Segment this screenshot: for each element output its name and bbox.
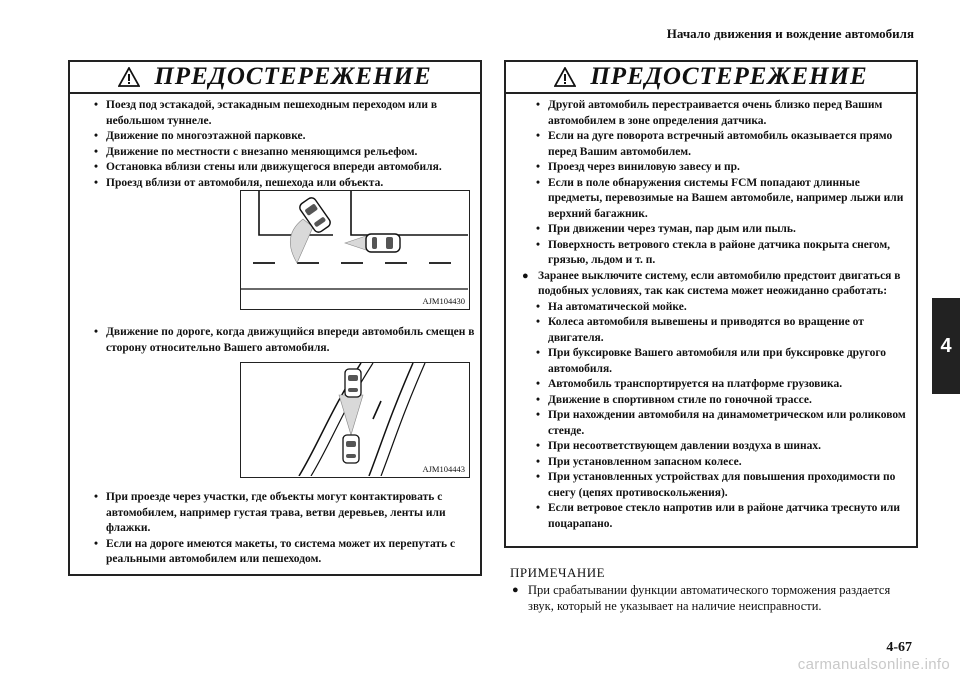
note-section — [510, 565, 910, 614]
list-item: • Если в поле обнаружения системы FCM попадают длинные предметы, перевозимые на Вашем автомобиле, например лыжи или верхний багажник. — [534, 176, 914, 223]
list-item: • При несоответствующем давлении воздуха в шинах. — [534, 439, 914, 455]
chapter-tab: 4 — [932, 298, 960, 394]
warning-header-left — [70, 62, 480, 94]
figure-offset-vehicle-illustration — [240, 362, 470, 478]
offset-vehicle-illustration — [241, 363, 468, 476]
list-item: • При установленном запасном колесе. — [534, 455, 914, 471]
list-item: • На автоматической мойке. — [534, 300, 914, 316]
list-item: • Колеса автомобиля вывешены и приводятся во вращение от двигателя. — [534, 315, 914, 346]
list-item: • Поверхность ветрового стекла в районе датчика покрыта снегом, грязью, льдом и т. п. — [534, 238, 914, 269]
warning-header-right — [506, 62, 916, 94]
page-header: Начало движения и вождение автомобиля — [666, 26, 914, 41]
warning-left-list-2 — [92, 325, 478, 356]
warning-box-left — [68, 60, 482, 576]
disable-system-notice: ● Заранее выключите систему, если автомобилю предстоит двигаться в подобных условиях, так как система может неожиданно сработать: — [524, 269, 914, 300]
list-item: • При буксировке Вашего автомобиля или при буксировке другого автомобиля. — [534, 346, 914, 377]
figure-parking-illustration — [240, 190, 470, 310]
warning-title-right: ПРЕДОСТЕРЕЖЕНИЕ — [590, 63, 868, 90]
list-item: • Автомобиль транспортируется на платформе грузовика. — [534, 377, 914, 393]
warning-triangle-icon — [118, 67, 140, 87]
page-number: 4-67 — [886, 640, 912, 655]
list-item: • Другой автомобиль перестраивается очень близко перед Вашим автомобилем в зоне определения датчика. — [534, 98, 914, 129]
note-title: ПРИМЕЧАНИЕ — [510, 565, 606, 580]
warning-triangle-icon — [554, 67, 576, 87]
list-item: • Движение по многоэтажной парковке. — [92, 129, 478, 145]
warning-right-list-1 — [534, 98, 914, 269]
list-item: • Движение в спортивном стиле по гоночной трассе. — [534, 393, 914, 409]
parking-scene-illustration — [241, 191, 468, 308]
list-item: • Если на дороге имеются макеты, то система может их перепутать с реальными автомобилем или пешеходом. — [92, 537, 478, 568]
list-item: • Поезд под эстакадой, эстакадным пешеходным переходом или в небольшом туннеле. — [92, 98, 478, 129]
warning-right-content — [524, 98, 914, 532]
list-item: • Движение по дороге, когда движущийся впереди автомобиль смещен в сторону относительно Вашего автомобиля. — [92, 325, 478, 356]
warning-box-right — [504, 60, 918, 548]
watermark: carmanualsonline.info — [797, 656, 950, 673]
list-item: • Движение по местности с внезапно меняющимся рельефом. — [92, 145, 478, 161]
list-item: • Проезд через виниловую завесу и пр. — [534, 160, 914, 176]
warning-left-list-1 — [92, 98, 478, 191]
list-item: • Остановка вблизи стены или движущегося впереди автомобиля. — [92, 160, 478, 176]
list-item: • При нахождении автомобиля на динамометрическом или роликовом стенде. — [534, 408, 914, 439]
warning-right-list-2 — [534, 300, 914, 533]
list-item: • Если ветровое стекло напротив или в районе датчика треснуто или поцарапано. — [534, 501, 914, 532]
figure-caption: AJM104443 — [422, 464, 465, 474]
figure-caption: AJM104430 — [422, 296, 465, 306]
list-item: • При движении через туман, пар дым или пыль. — [534, 222, 914, 238]
list-item: • Если на дуге поворота встречный автомобиль оказывается прямо перед Вашим автомобилем. — [534, 129, 914, 160]
warning-title-left: ПРЕДОСТЕРЕЖЕНИЕ — [154, 63, 432, 90]
note-text: ● При срабатывании функции автоматического торможения раздается звук, который не указывает на наличие неисправности. — [510, 582, 910, 614]
warning-left-list-3 — [92, 490, 478, 568]
list-item: • Проезд вблизи от автомобиля, пешехода или объекта. — [92, 176, 478, 192]
list-item: • При установленных устройствах для повышения проходимости по снегу (цепях противоскольжения). — [534, 470, 914, 501]
list-item: • При проезде через участки, где объекты могут контактировать с автомобилем, например густая трава, ветви деревьев, ленты или флажки. — [92, 490, 478, 537]
